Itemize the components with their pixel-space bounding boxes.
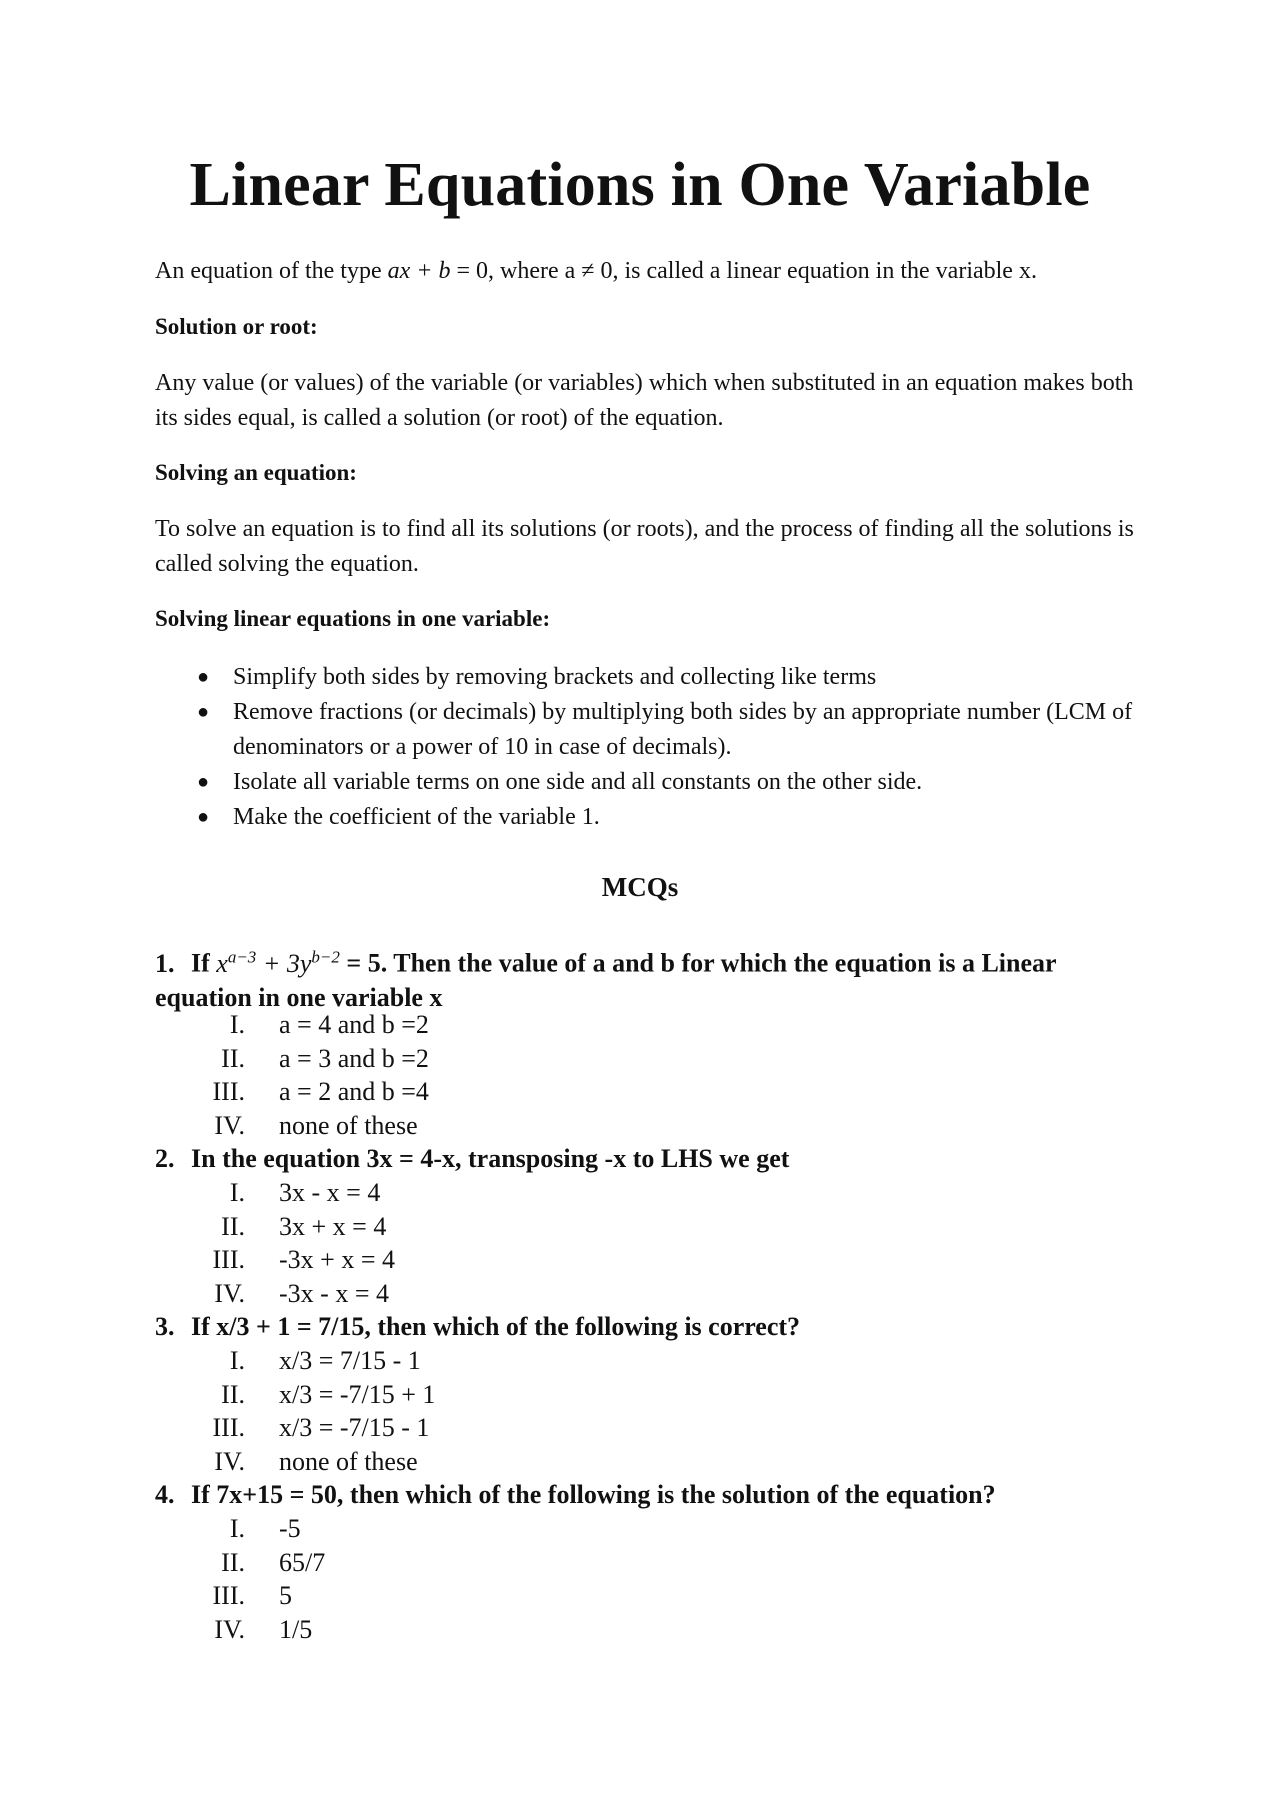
question-text-suffix: = 5. Then the value of a and b for which the equation is a Linear equation in one variable x [155, 948, 1057, 1012]
solving-paragraph: To solve an equation is to find all its solutions (or roots), and the process of finding all the solutions is called solving the equation. [155, 516, 1134, 577]
option-item [205, 1109, 429, 1143]
option-numeral: IV. [214, 1614, 245, 1644]
question-math [216, 949, 340, 978]
linear-heading: Solving linear equations in one variable: [155, 606, 551, 631]
bullet-icon: ● [197, 806, 210, 828]
question-text: If 7x+15 = 50, then which of the following is the solution of the equation? [191, 1480, 996, 1509]
bullet-icon: ● [197, 666, 210, 688]
option-text: x/3 = 7/15 - 1 [279, 1346, 421, 1375]
option-item [205, 1546, 325, 1580]
option-text: 3x + x = 4 [279, 1211, 387, 1241]
option-item [205, 1008, 429, 1042]
math-exponent: b−2 [311, 947, 340, 966]
mcq-heading: MCQs [601, 872, 679, 902]
page-title: Linear Equations in One Variable [189, 151, 1091, 219]
intro-math: ax + b [387, 258, 451, 284]
option-item [205, 1075, 429, 1109]
question-number: 2. [155, 1144, 175, 1173]
solving-heading: Solving an equation: [155, 460, 357, 485]
option-numeral: II. [221, 1547, 245, 1577]
option-text: a = 4 and b =2 [279, 1010, 429, 1039]
option-numeral: IV. [214, 1446, 245, 1476]
question-text: If x/3 + 1 = 7/15, then which of the following is correct? [191, 1312, 801, 1341]
list-item-text: Simplify both sides by removing brackets and collecting like terms [233, 664, 877, 690]
list-item [155, 800, 1135, 835]
list-item-text: Remove fractions (or decimals) by multiplying both sides by an appropriate number (LCM of denominators or a power of 10 in case of decimals). [233, 699, 1133, 760]
option-item [205, 1579, 325, 1613]
option-numeral: I. [229, 1178, 245, 1207]
question-2 [155, 1142, 1135, 1176]
option-numeral: III. [212, 1413, 245, 1442]
bullet-icon: ● [197, 701, 210, 723]
list-item [155, 765, 1135, 800]
option-item [205, 1613, 325, 1647]
steps-list [155, 660, 1135, 835]
option-numeral: I. [229, 1514, 245, 1543]
bullet-icon: ● [197, 771, 210, 793]
option-text: x/3 = -7/15 - 1 [279, 1413, 430, 1442]
option-text: -5 [279, 1514, 301, 1543]
option-numeral: III. [212, 1077, 245, 1106]
solution-paragraph: Any value (or values) of the variable (or variables) which when substituted in an equation makes both its sides equal, is called a solution (or root) of the equation. [155, 370, 1134, 431]
math-middle: + 3y [256, 948, 312, 978]
intro-paragraph [155, 254, 1135, 289]
option-item [205, 1378, 435, 1412]
option-text: 1/5 [279, 1614, 313, 1644]
option-numeral: III. [212, 1245, 245, 1274]
list-item [155, 660, 1135, 695]
question-number: 4. [155, 1480, 175, 1509]
option-item [205, 1210, 395, 1244]
option-numeral: II. [221, 1043, 245, 1073]
list-item-text: Make the coefficient of the variable 1. [233, 804, 600, 830]
option-text: none of these [279, 1110, 418, 1140]
option-numeral: II. [221, 1211, 245, 1241]
question-1-options [205, 1008, 429, 1142]
option-item [205, 1512, 325, 1546]
question-number: 3. [155, 1312, 175, 1341]
question-3-options [205, 1344, 435, 1478]
option-text: 3x - x = 4 [279, 1178, 381, 1207]
option-text: none of these [279, 1446, 418, 1476]
option-numeral: IV. [214, 1278, 245, 1308]
question-3 [155, 1310, 1135, 1344]
option-text: 5 [279, 1581, 292, 1610]
option-item [205, 1344, 435, 1378]
option-text: 65/7 [279, 1547, 326, 1577]
option-text: -3x + x = 4 [279, 1245, 395, 1274]
option-item [205, 1277, 395, 1311]
question-4-options [205, 1512, 325, 1646]
option-text: x/3 = -7/15 + 1 [279, 1379, 436, 1409]
option-numeral: I. [229, 1010, 245, 1039]
option-text: a = 2 and b =4 [279, 1077, 429, 1106]
math-exponent: a−3 [227, 947, 257, 966]
option-numeral: I. [229, 1346, 245, 1375]
intro-text-after: = 0, where a ≠ 0, is called a linear equation in the variable x. [450, 258, 1037, 284]
option-item [205, 1411, 435, 1445]
option-numeral: III. [212, 1581, 245, 1610]
question-number: 1. [155, 948, 175, 978]
option-text: -3x - x = 4 [279, 1278, 389, 1308]
option-item [205, 1243, 395, 1277]
list-item [155, 695, 1135, 765]
list-item-text: Isolate all variable terms on one side and all constants on the other side. [233, 769, 923, 795]
question-text: In the equation 3x = 4-x, transposing -x to LHS we get [191, 1144, 790, 1173]
question-1 [155, 940, 1135, 1015]
option-item [205, 1176, 395, 1210]
option-numeral: II. [221, 1379, 245, 1409]
question-4 [155, 1478, 1135, 1512]
option-text: a = 3 and b =2 [279, 1043, 429, 1073]
option-item [205, 1042, 429, 1076]
question-text-prefix: If [191, 948, 217, 978]
option-item [205, 1445, 435, 1479]
question-2-options [205, 1176, 395, 1310]
solution-heading: Solution or root: [155, 314, 318, 339]
option-numeral: IV. [214, 1110, 245, 1140]
math-base: x [216, 948, 228, 978]
intro-text-before: An equation of the type [155, 258, 388, 284]
